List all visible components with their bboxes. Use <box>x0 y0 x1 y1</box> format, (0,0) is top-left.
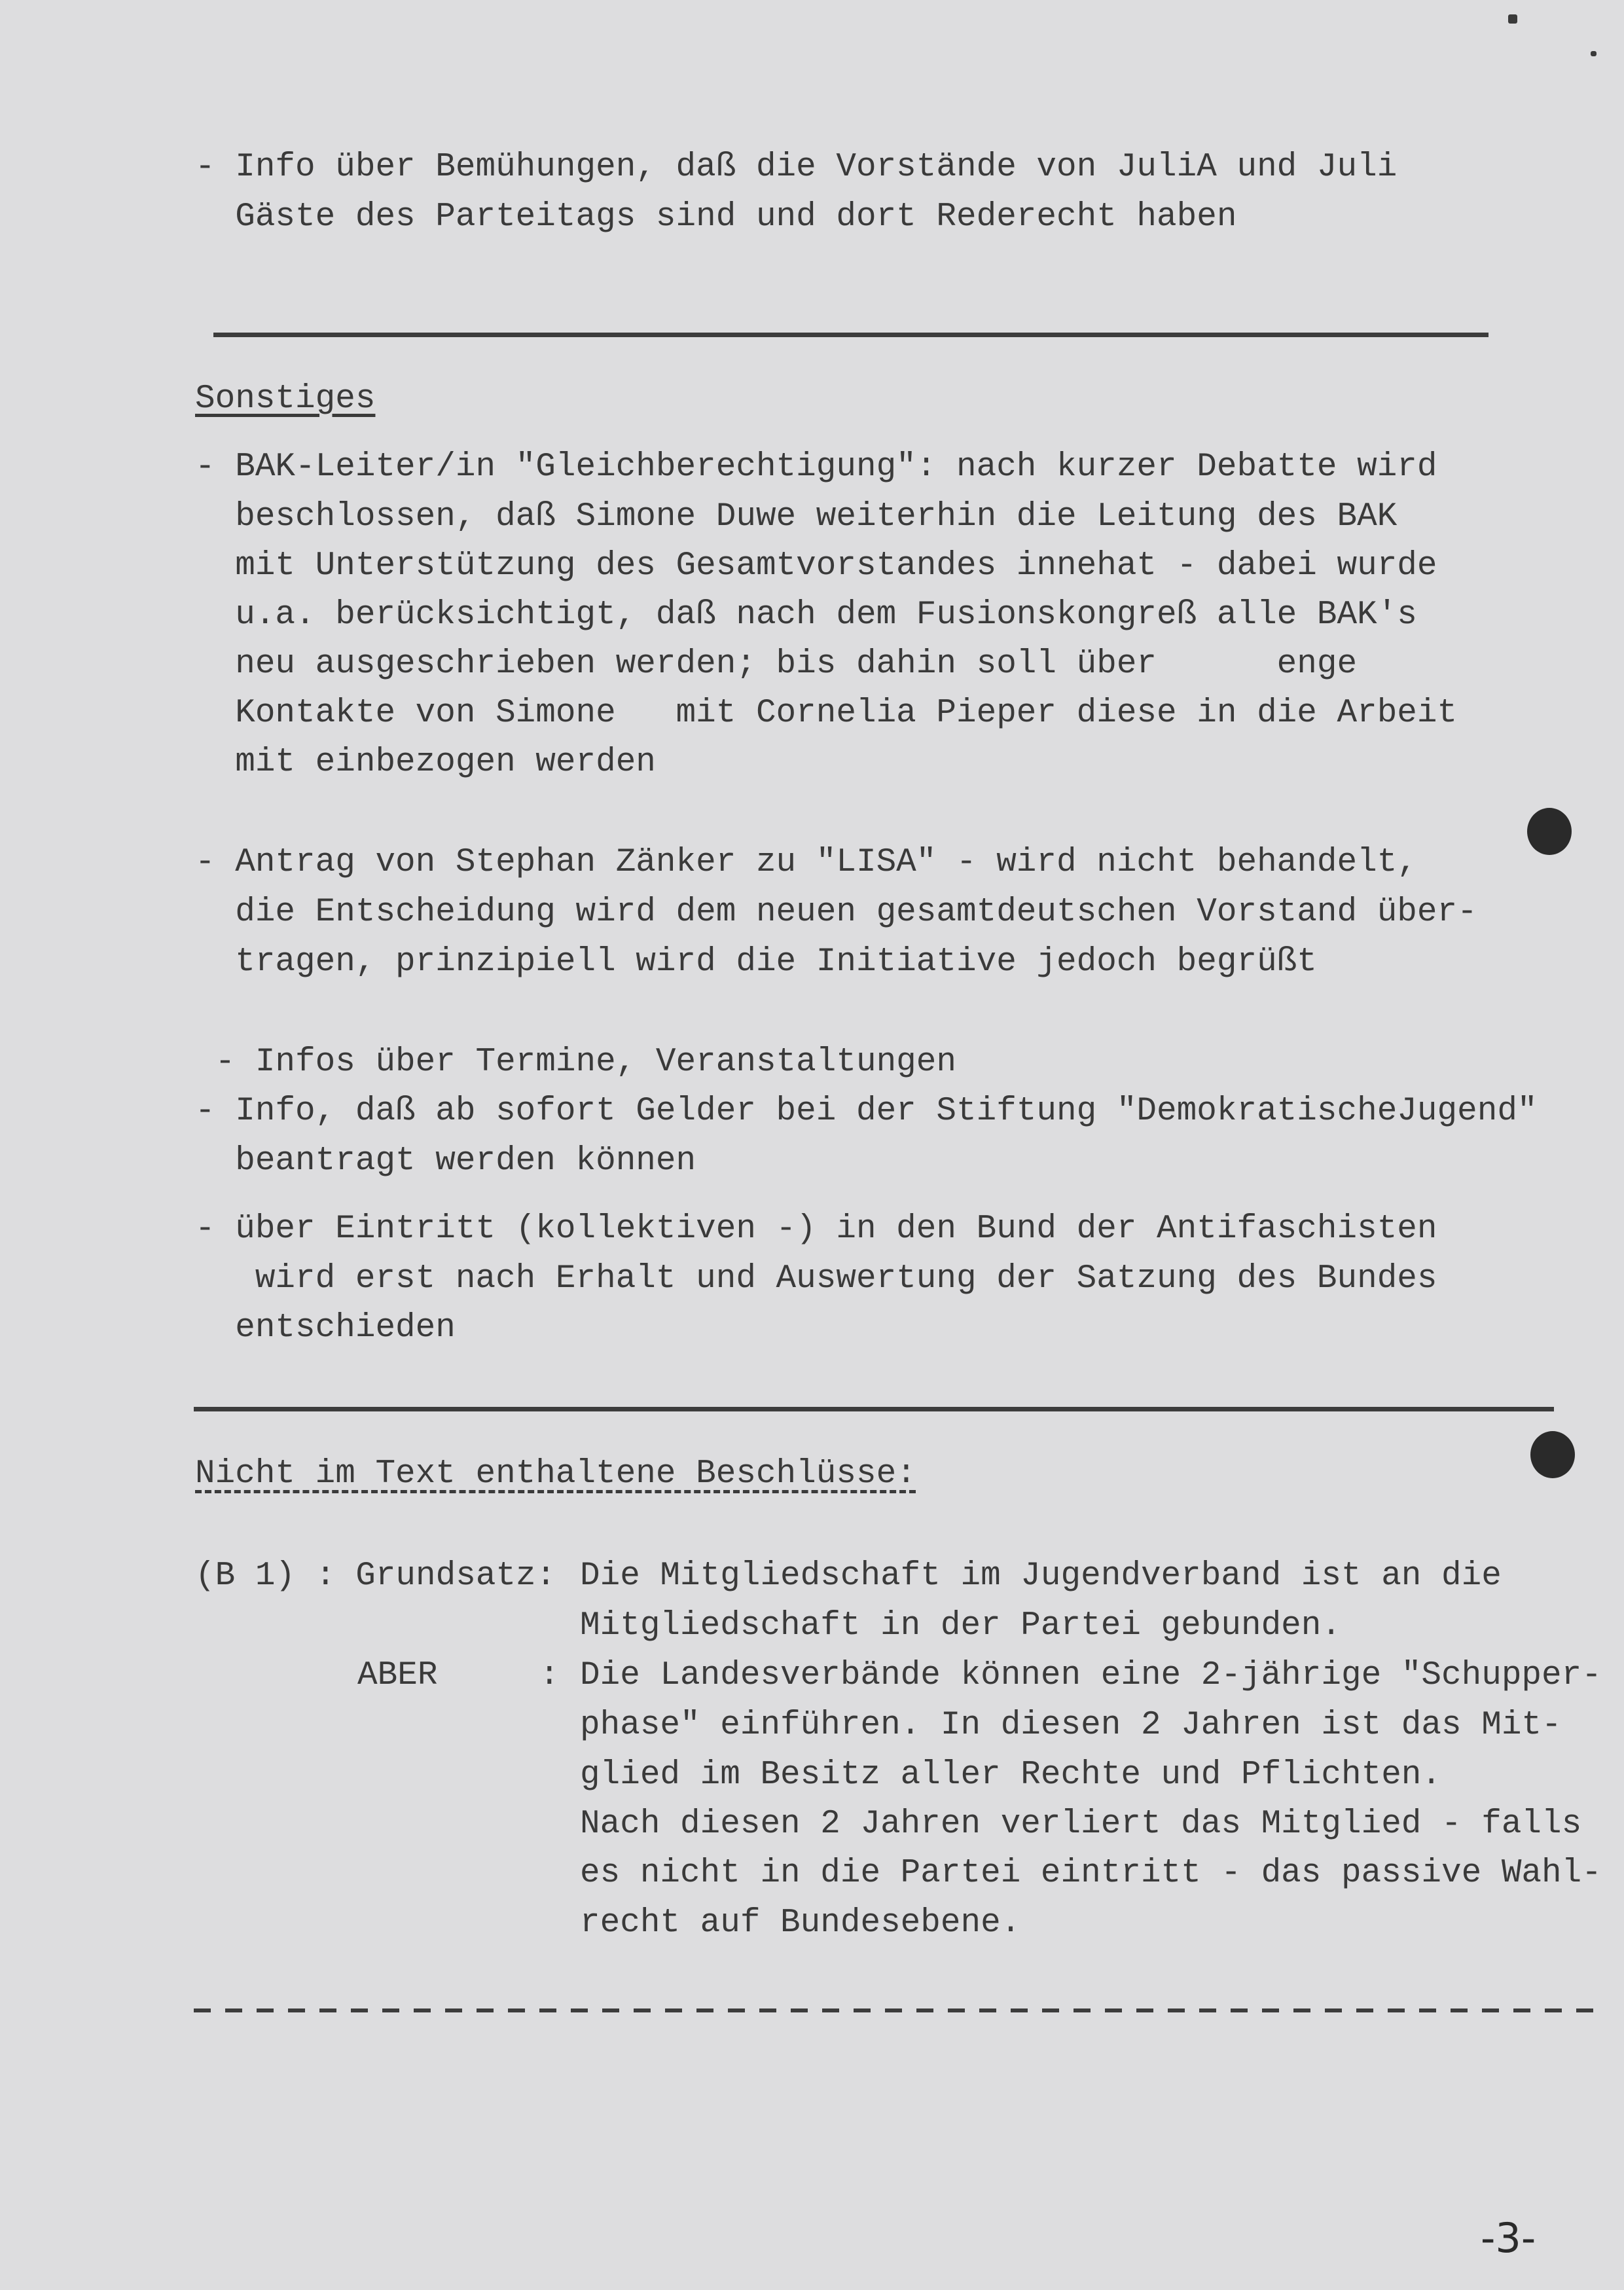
punch-hole <box>1527 808 1572 855</box>
aber-text: phase" einführen. In diesen 2 Jahren ist das Mit- <box>580 1707 1562 1744</box>
grundsatz-text: Mitgliedschaft in der Partei gebunden. <box>580 1607 1341 1645</box>
list-item-line: die Entscheidung wird dem neuen gesamtdeutschen Vorstand über- <box>195 894 1477 931</box>
punch-hole <box>1530 1431 1575 1478</box>
page-number: -3- <box>1481 2214 1536 2262</box>
grundsatz-label: : Grundsatz: <box>316 1557 556 1595</box>
list-item-line: tragen, prinzipiell wird die Initiative jedoch begrüßt <box>195 943 1317 981</box>
aber-colon: : <box>539 1657 560 1694</box>
list-item-line: - über Eintritt (kollektiven -) in den Bund der Antifaschisten <box>195 1210 1437 1248</box>
list-item-line: mit Unterstützung des Gesamtvorstandes innehat - dabei wurde <box>195 547 1437 585</box>
list-item-line: Kontakte von Simone mit Cornelia Pieper diese in die Arbeit <box>195 695 1458 732</box>
list-item-line: entschieden <box>195 1309 456 1347</box>
list-item-line: neu ausgeschrieben werden; bis dahin soll über enge <box>195 645 1358 683</box>
section-divider <box>213 333 1489 337</box>
list-item-line: - Antrag von Stephan Zänker zu "LISA" - wird nicht behandelt, <box>195 844 1417 881</box>
section-heading-sonstiges: Sonstiges <box>195 380 376 418</box>
paper-speck <box>1591 51 1597 56</box>
aber-text: es nicht in die Partei eintritt - das passive Wahl- <box>580 1855 1602 1892</box>
list-item-line: u.a. berücksichtigt, daß nach dem Fusionskongreß alle BAK's <box>195 596 1417 634</box>
section-divider <box>194 1407 1554 1411</box>
intro-line: - Info über Bemühungen, daß die Vorstände von JuliA und Juli <box>195 149 1398 186</box>
aber-text: recht auf Bundesebene. <box>580 1904 1021 1942</box>
dashed-divider <box>194 2008 1595 2012</box>
decision-id: (B 1) <box>195 1557 296 1595</box>
list-item-line: - Info, daß ab sofort Gelder bei der Stiftung "DemokratischeJugend" <box>195 1093 1538 1130</box>
aber-text: glied im Besitz aller Rechte und Pflichten. <box>580 1756 1442 1794</box>
paper-speck <box>1508 14 1517 24</box>
list-item-line: - BAK-Leiter/in "Gleichberechtigung": nach kurzer Debatte wird <box>195 448 1437 486</box>
aber-text: Die Landesverbände können eine 2-jährige "Schupper- <box>580 1657 1602 1694</box>
list-item-line: beantragt werden können <box>195 1142 696 1180</box>
list-item-line: beschlossen, daß Simone Duwe weiterhin die Leitung des BAK <box>195 498 1398 536</box>
grundsatz-text: Die Mitgliedschaft im Jugendverband ist an die <box>580 1557 1502 1595</box>
section-heading-beschluesse: Nicht im Text enthaltene Beschlüsse: <box>195 1455 916 1493</box>
aber-text: Nach diesen 2 Jahren verliert das Mitglied - falls <box>580 1806 1582 1843</box>
list-item-line: mit einbezogen werden <box>195 744 656 781</box>
intro-line: Gäste des Parteitags sind und dort Rederecht haben <box>195 198 1237 236</box>
aber-label: ABER <box>357 1657 438 1694</box>
list-item-line: - Infos über Termine, Veranstaltungen <box>195 1044 956 1081</box>
list-item-line: wird erst nach Erhalt und Auswertung der Satzung des Bundes <box>195 1260 1437 1298</box>
